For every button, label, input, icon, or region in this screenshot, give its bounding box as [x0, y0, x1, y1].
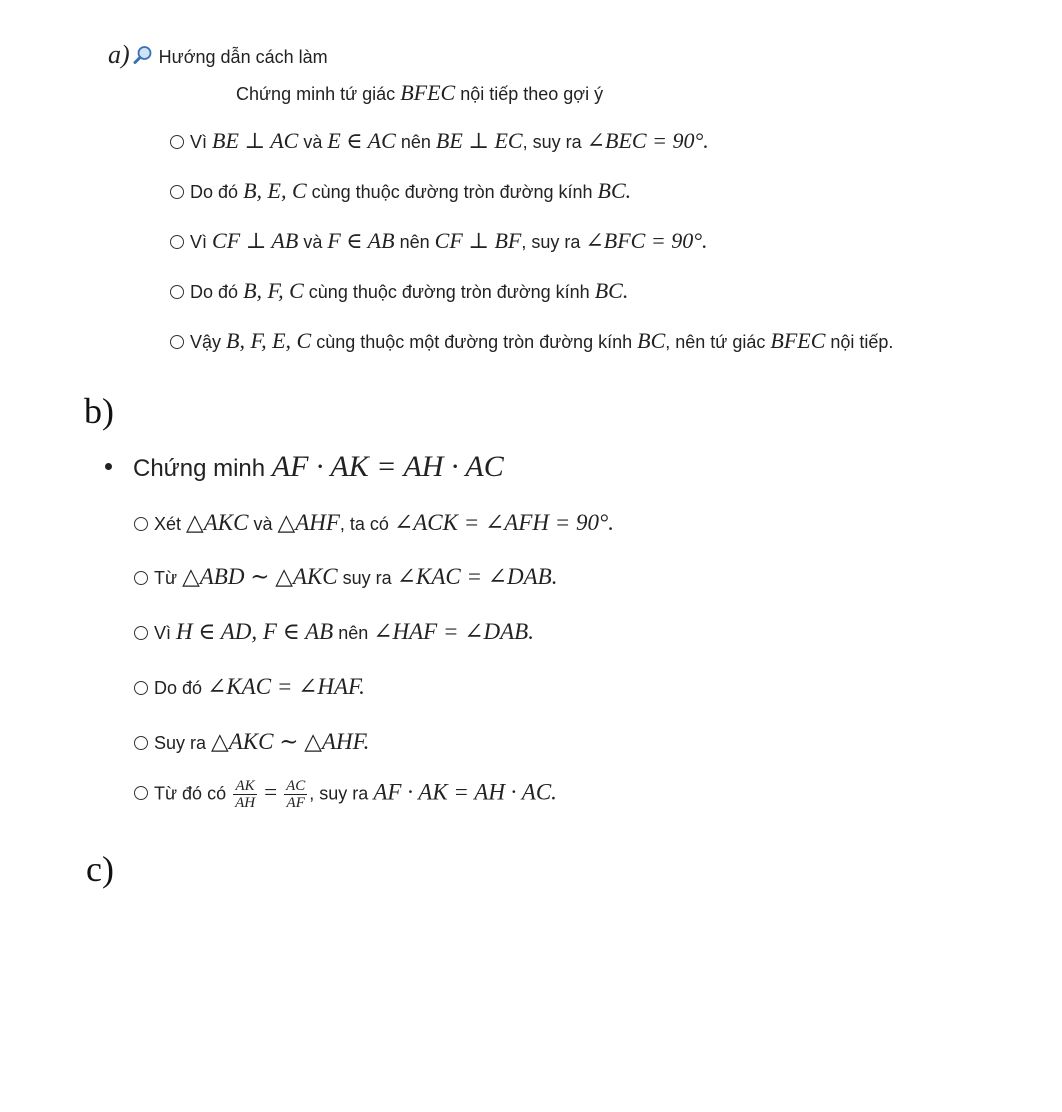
intro-tail: nội tiếp theo gợi ý — [460, 84, 604, 104]
hint-line-3: Vì CF ⊥ AB và F ∈ AB nên CF ⊥ BF, suy ra ∠BFC = 90°. — [170, 228, 708, 254]
section-a-letter: a) — [108, 40, 130, 69]
proof-line-3: Vì H ∈ AD, F ∈ AB nên ∠HAF = ∠DAB. — [134, 619, 534, 645]
circle-bullet-icon — [134, 736, 148, 750]
intro-math: BFEC — [400, 80, 456, 105]
hint-line-2: Do đó B, E, C cùng thuộc đường tròn đường kính BC. — [170, 178, 631, 204]
circle-bullet-icon — [134, 681, 148, 695]
fraction-ak-ah: $\frac{AK}{AH}$ — [235, 778, 256, 811]
circle-bullet-icon — [134, 517, 148, 531]
circle-bullet-icon — [134, 626, 148, 640]
circle-bullet-icon — [170, 185, 184, 199]
section-c-letter: c) — [86, 849, 114, 889]
intro-text: Chứng minh tứ giác — [236, 84, 396, 104]
proof-line-4: Do đó ∠KAC = ∠HAF. — [134, 674, 365, 700]
circle-bullet-icon — [170, 135, 184, 149]
proof-line-1: Xét △AKC và △AHF, ta có ∠ACK = ∠AFH = 90°. — [134, 510, 614, 536]
section-a-heading-text: Hướng dẫn cách làm — [158, 47, 328, 67]
bullet-dot-icon — [105, 463, 112, 470]
proof-line-6: Từ đó có $\frac{AK}{AH}$ = $\frac{AC}{AF}$ , suy ra AF · AK = AH · AC. — [134, 778, 557, 811]
bullet-math: AF · AK = AH · AC — [271, 450, 504, 483]
section-b-bullet — [105, 450, 504, 484]
fraction-ac-af: $\frac{AC}{AF}$ — [286, 778, 306, 811]
hint-line-5: Vậy B, F, E, C cùng thuộc một đường tròn đường kính BC, nên tứ giác BFEC nội tiếp. — [170, 328, 893, 354]
proof-line-5: Suy ra △AKC ∼ △AHF. — [134, 729, 369, 755]
circle-bullet-icon — [134, 571, 148, 585]
circle-bullet-icon — [134, 786, 148, 800]
circle-bullet-icon — [170, 335, 184, 349]
proof-line-2: Từ △ABD ∼ △AKC suy ra ∠KAC = ∠DAB. — [134, 564, 557, 590]
section-b-letter: b) — [84, 391, 114, 431]
bullet-text: Chứng minh — [133, 455, 266, 482]
hint-line-1: Vì BE ⊥ AC và E ∈ AC nên BE ⊥ EC, suy ra ∠BEC = 90°. — [170, 128, 709, 154]
circle-bullet-icon — [170, 285, 184, 299]
circle-bullet-icon — [170, 235, 184, 249]
hint-line-4: Do đó B, F, C cùng thuộc đường tròn đường kính BC. — [170, 278, 628, 304]
section-a-intro — [236, 80, 603, 106]
magnifier-icon — [133, 45, 153, 70]
section-a-heading — [108, 40, 328, 70]
